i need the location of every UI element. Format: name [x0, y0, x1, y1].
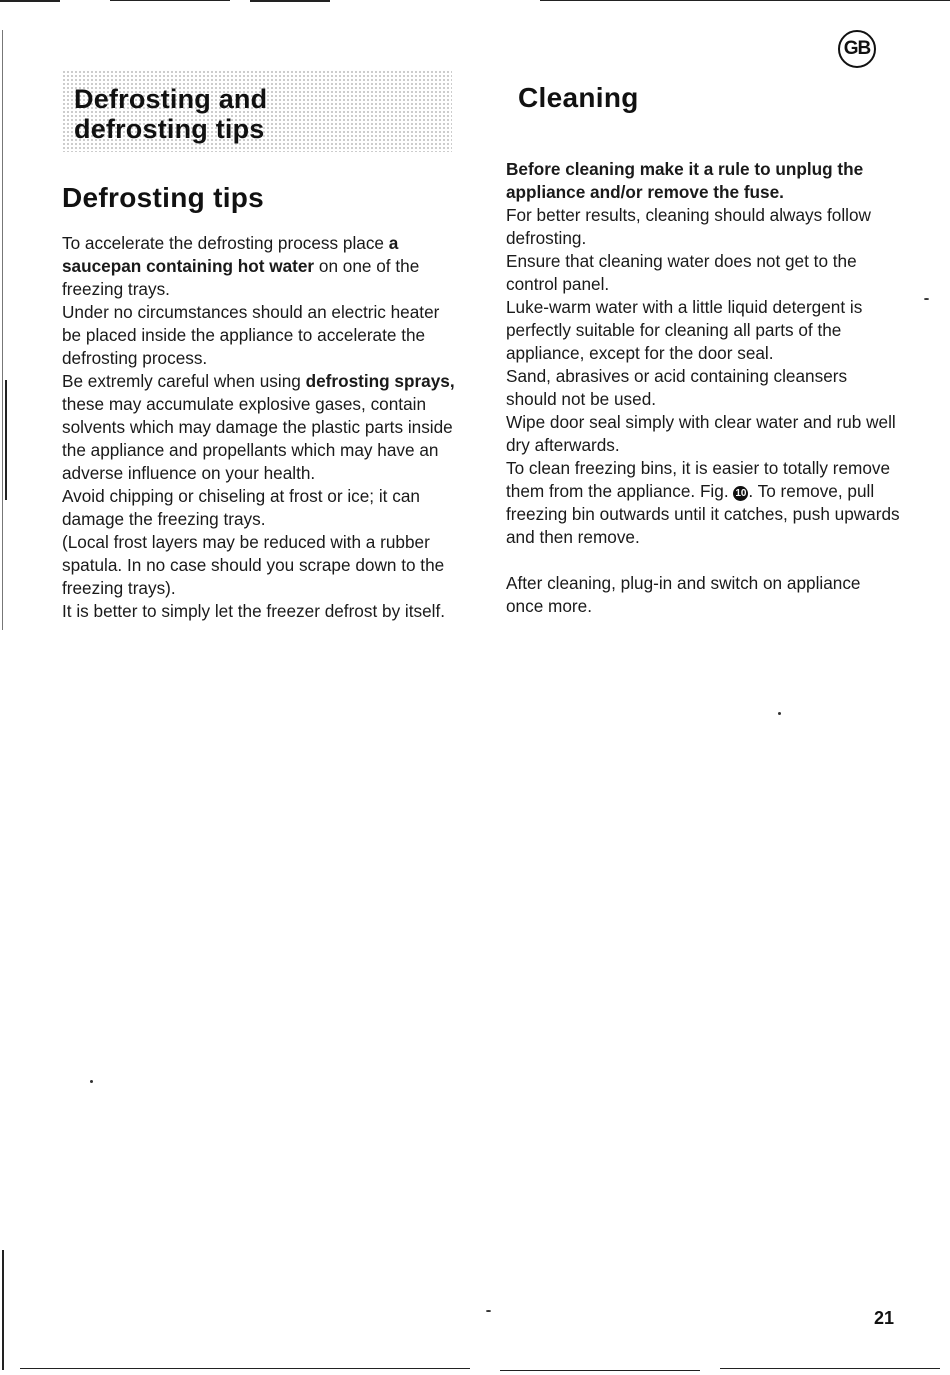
left-scan-line	[5, 380, 7, 500]
cleaning-paragraph	[506, 158, 901, 204]
text-run: Sand, abrasives or acid containing cleansers should not be used.	[506, 366, 848, 409]
section-banner-title: Defrosting and defrosting tips	[74, 84, 268, 144]
text-run: It is better to simply let the freezer defrost by itself.	[62, 601, 446, 621]
defrosting-tip-paragraph	[62, 531, 457, 600]
scan-speck	[486, 1310, 491, 1312]
language-badge	[838, 30, 876, 68]
text-run: For better results, cleaning should always follow defrosting.	[506, 205, 871, 248]
text-run: on one of the freezing trays.	[62, 256, 420, 299]
text-run: Luke-warm water with a little liquid detergent is perfectly suitable for cleaning all parts of the appliance, except for the door seal.	[506, 297, 863, 363]
scan-speck	[778, 712, 781, 715]
right-column	[506, 78, 901, 618]
cleaning-closing-paragraph: After cleaning, plug-in and switch on appliance once more.	[506, 573, 861, 616]
cleaning-body	[506, 158, 901, 549]
left-scan-line	[2, 1250, 4, 1370]
bold-text: defrosting sprays,	[305, 371, 455, 391]
left-scan-line	[2, 30, 3, 630]
bold-text: Before cleaning make it a rule to unplug the appliance and/or remove the fuse.	[506, 159, 864, 202]
top-scan-line	[110, 0, 230, 1]
defrosting-tip-paragraph	[62, 600, 457, 623]
text-run: Ensure that cleaning water does not get to the control panel.	[506, 251, 857, 294]
text-run: Be extremly careful when using	[62, 371, 306, 391]
text-run: . To remove, pull freezing bin outwards until it catches, push upwards and then remove.	[506, 481, 900, 547]
language-badge-label: GB	[843, 38, 871, 59]
defrosting-tip-paragraph	[62, 301, 457, 370]
text-run: Avoid chipping or chiseling at frost or ice; it can damage the freezing trays.	[62, 486, 420, 529]
cleaning-paragraph	[506, 411, 901, 457]
defrosting-tip-paragraph	[62, 370, 457, 485]
left-column	[62, 70, 457, 623]
bottom-scan-line	[20, 1368, 470, 1369]
defrosting-tip-paragraph	[62, 232, 457, 301]
bottom-scan-line	[500, 1370, 700, 1371]
text-run: Under no circumstances should an electric heater be placed inside the appliance to accelerate the defrosting process.	[62, 302, 440, 368]
cleaning-heading: Cleaning	[518, 82, 639, 113]
text-run: To clean freezing bins, it is easier to totally remove them from the appliance. Fig.	[506, 458, 891, 501]
top-scan-line	[540, 0, 950, 1]
text-run: these may accumulate explosive gases, contain solvents which may damage the plastic parts inside the appliance and propellants which may have an adverse influence on your health.	[62, 394, 453, 483]
defrosting-tips-body	[62, 232, 457, 623]
figure-number-marker: 10	[735, 488, 747, 499]
cleaning-paragraph	[506, 204, 901, 250]
top-scan-line	[0, 0, 60, 2]
text-run: (Local frost layers may be reduced with a rubber spatula. In no case should you scrape down to the freezing trays).	[62, 532, 445, 598]
bottom-scan-line	[720, 1368, 940, 1369]
cleaning-paragraph	[506, 296, 901, 365]
cleaning-paragraph	[506, 250, 901, 296]
page-number: 21	[874, 1308, 895, 1328]
section-banner	[62, 70, 452, 152]
defrosting-tip-paragraph	[62, 485, 457, 531]
cleaning-paragraph	[506, 457, 901, 549]
text-run: Wipe door seal simply with clear water and rub well dry afterwards.	[506, 412, 896, 455]
bold-text: a saucepan containing hot water	[62, 233, 399, 276]
text-run: To accelerate the defrosting process place	[62, 233, 389, 253]
scan-speck	[924, 298, 929, 300]
scan-speck	[90, 1080, 93, 1083]
defrosting-tips-heading: Defrosting tips	[62, 182, 265, 213]
top-scan-line	[250, 0, 330, 2]
cleaning-paragraph	[506, 365, 901, 411]
